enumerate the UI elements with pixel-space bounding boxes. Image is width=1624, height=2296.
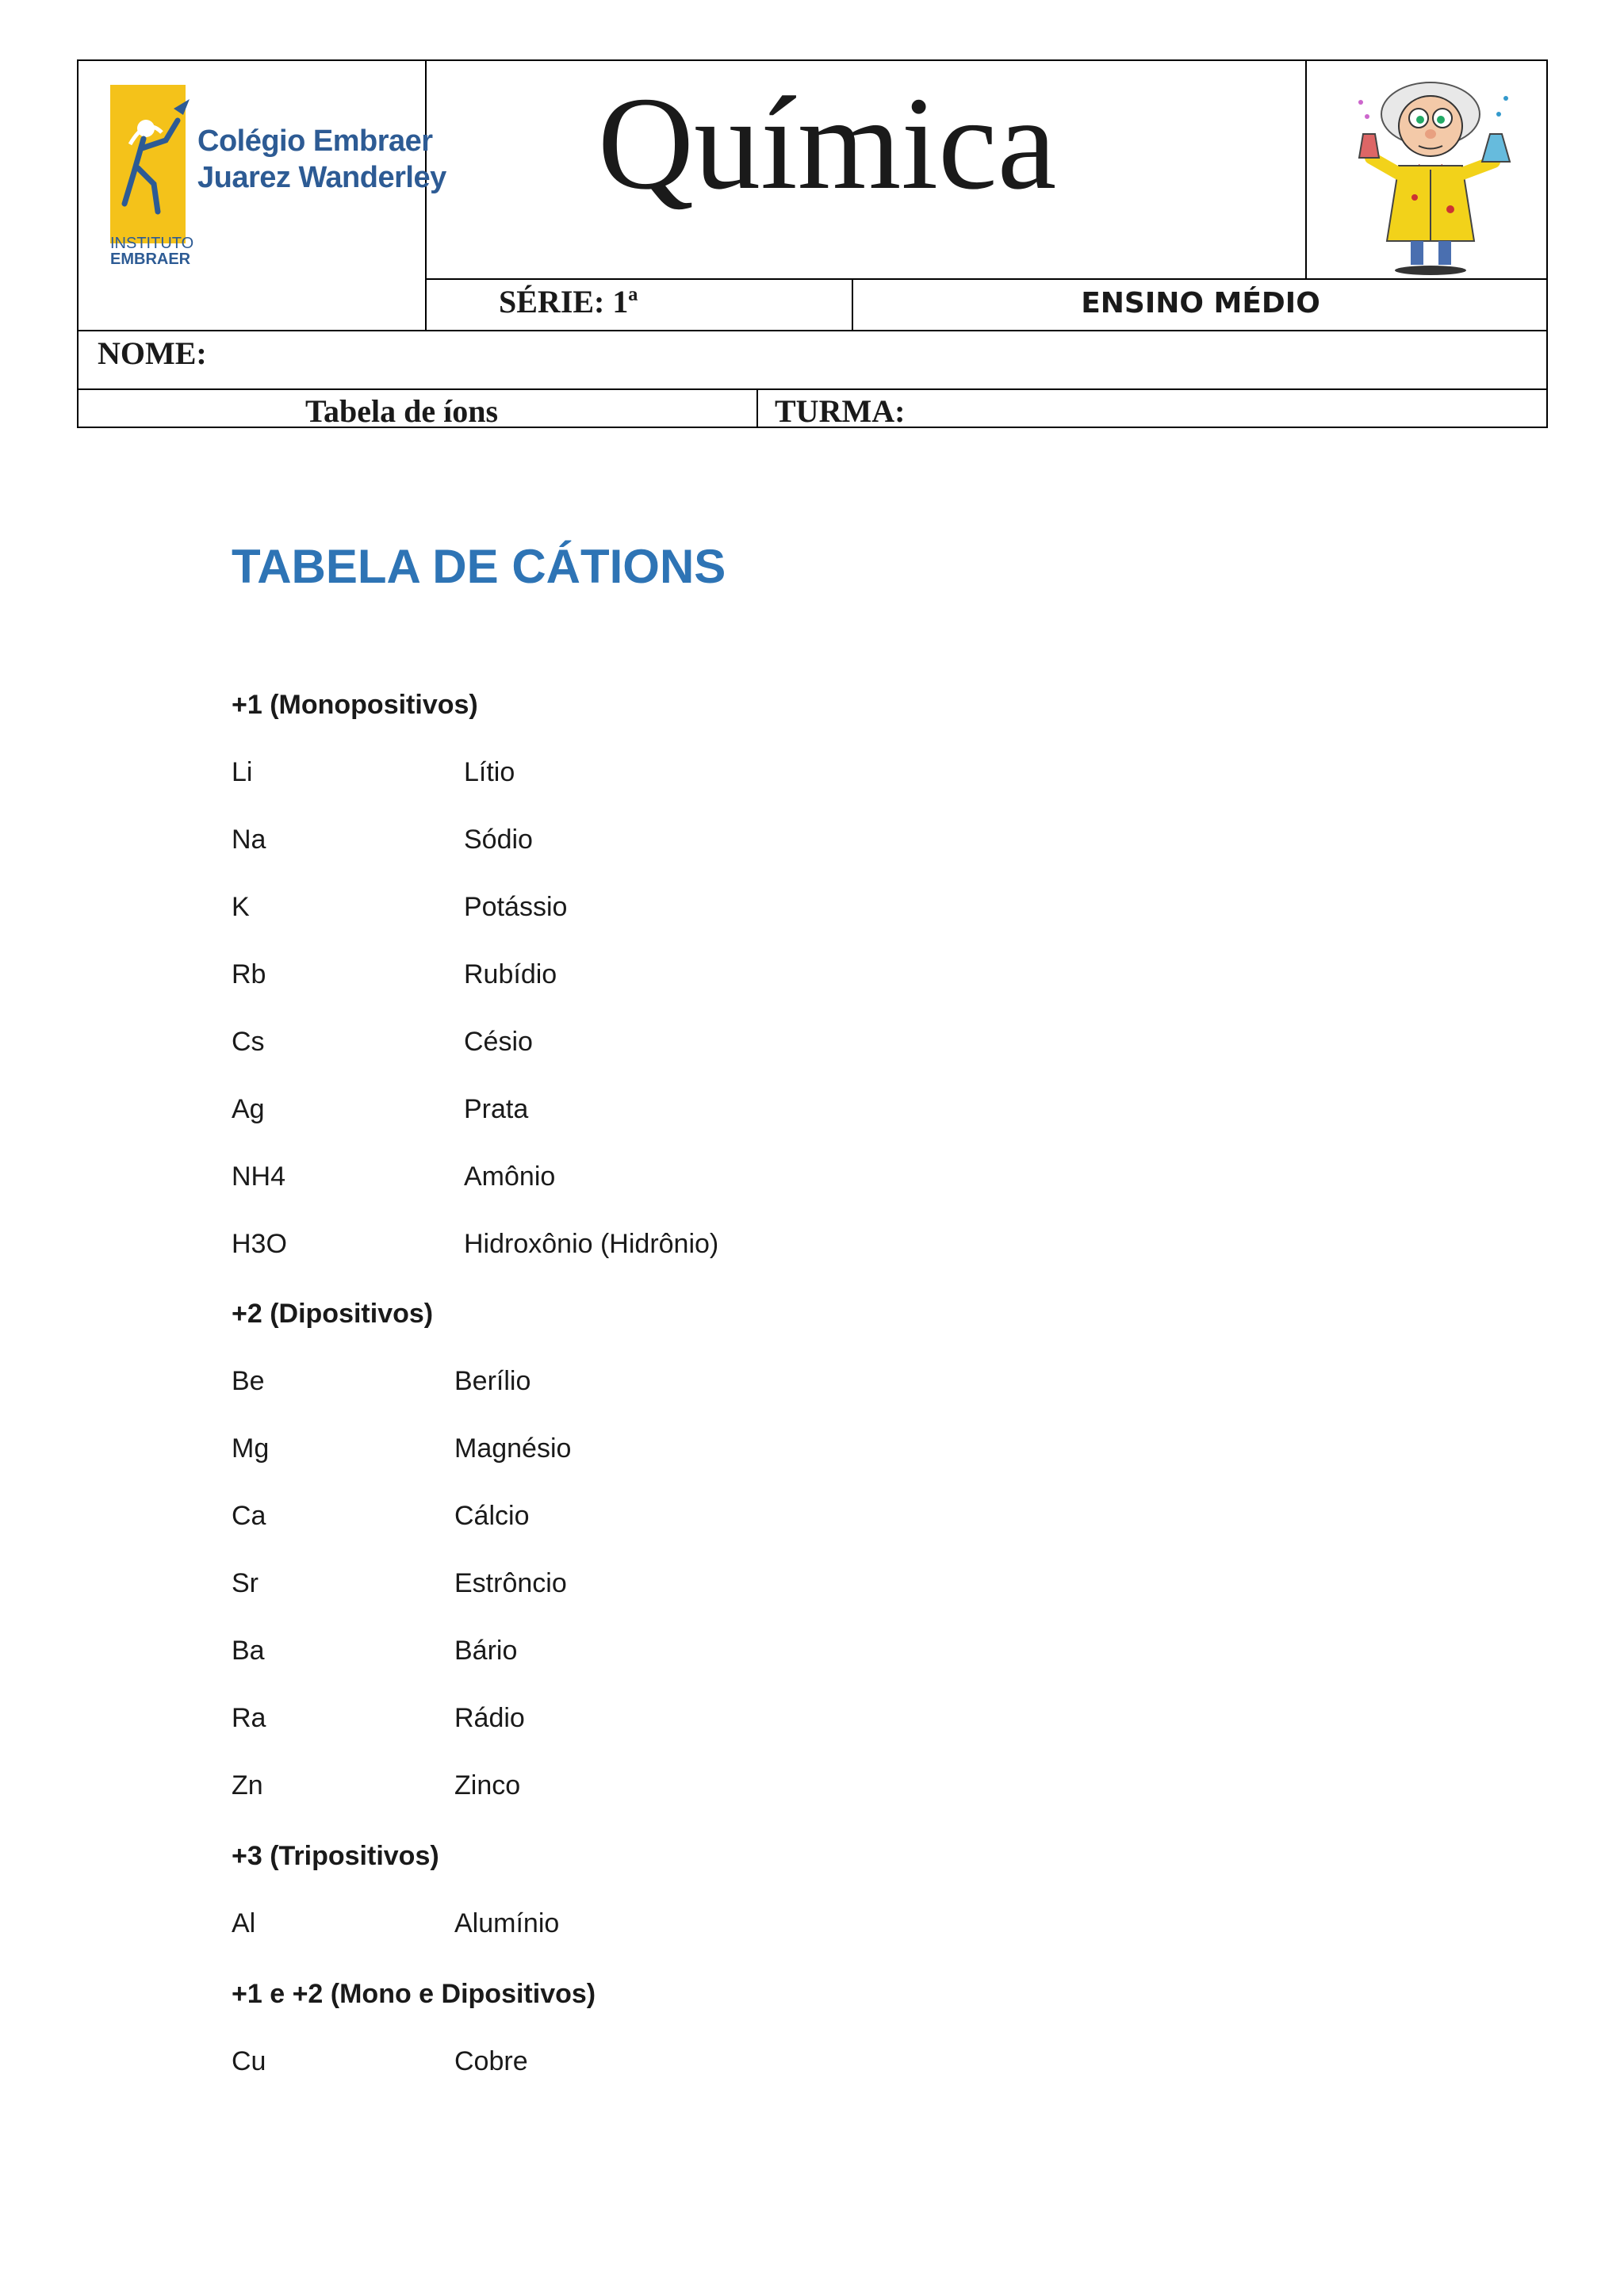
- ion-name: Alumínio: [454, 1908, 560, 1938]
- section-title: TABELA DE CÁTIONS: [232, 540, 726, 593]
- institute-line1: INSTITUTO: [110, 235, 194, 252]
- ion-name: Bário: [454, 1636, 518, 1666]
- header-table: [77, 59, 1548, 428]
- title-cell: [427, 61, 1305, 279]
- school-name: [197, 123, 446, 196]
- institute-name: [110, 235, 193, 267]
- ion-name: Potássio: [464, 892, 568, 922]
- ion-name: Cobre: [454, 2046, 528, 2076]
- runner-icon: [110, 85, 205, 243]
- ion-symbol: Mg: [232, 1433, 270, 1464]
- scientist-mascot-icon: [1343, 71, 1526, 277]
- ion-name: Magnésio: [454, 1433, 572, 1464]
- ion-name: Berílio: [454, 1366, 531, 1396]
- level-label: ENSINO MÉDIO: [1081, 287, 1320, 320]
- ion-name: Sódio: [464, 825, 533, 855]
- name-field-label: NOME:: [98, 335, 207, 371]
- divider: [756, 390, 758, 428]
- class-field-label: TURMA:: [775, 393, 906, 429]
- ion-symbol: Ba: [232, 1636, 265, 1666]
- ion-symbol: Rb: [232, 959, 266, 989]
- ion-name: Lítio: [464, 757, 515, 787]
- ion-symbol: Cs: [232, 1027, 265, 1057]
- ion-name: Zinco: [454, 1770, 521, 1800]
- ion-name: Rádio: [454, 1703, 525, 1733]
- ion-symbol: Zn: [232, 1770, 263, 1800]
- subject-title: Química: [597, 70, 1057, 217]
- worksheet-title: Tabela de íons: [304, 393, 499, 429]
- group-label: +2 (Dipositivos): [232, 1299, 434, 1329]
- ion-name: Amônio: [464, 1161, 556, 1192]
- divider: [79, 388, 1548, 390]
- mascot-cell: [1307, 61, 1548, 279]
- ion-name: Hidroxônio (Hidrônio): [464, 1229, 719, 1259]
- serie-label: SÉRIE: 1ª: [499, 284, 638, 320]
- school-logo: [110, 85, 446, 291]
- ion-symbol: Ca: [232, 1501, 266, 1531]
- ion-symbol: Ag: [232, 1094, 265, 1124]
- ion-name: Cálcio: [454, 1501, 530, 1531]
- logo-cell: [79, 61, 446, 331]
- ion-symbol: Cu: [232, 2046, 266, 2076]
- ion-symbol: Be: [232, 1366, 265, 1396]
- ion-name: Prata: [464, 1094, 529, 1124]
- ion-symbol: H3O: [232, 1229, 287, 1259]
- group-label: +3 (Tripositivos): [232, 1841, 439, 1871]
- ion-symbol: Al: [232, 1908, 256, 1938]
- ion-name: Estrôncio: [454, 1568, 567, 1598]
- ion-symbol: Na: [232, 825, 266, 855]
- group-label: +1 e +2 (Mono e Dipositivos): [232, 1979, 596, 2009]
- ion-symbol: NH4: [232, 1161, 286, 1192]
- institute-line2: EMBRAER: [110, 251, 191, 268]
- ion-symbol: K: [232, 892, 250, 922]
- school-name-line1: Colégio Embraer: [197, 124, 433, 158]
- group-label: +1 (Monopositivos): [232, 690, 478, 720]
- ion-symbol: Sr: [232, 1568, 259, 1598]
- logo-emblem: [110, 85, 186, 243]
- school-name-line2: Juarez Wanderley: [197, 161, 446, 194]
- ion-name: Rubídio: [464, 959, 557, 989]
- ion-symbol: Ra: [232, 1703, 266, 1733]
- ion-symbol: Li: [232, 757, 253, 787]
- ion-name: Césio: [464, 1027, 533, 1057]
